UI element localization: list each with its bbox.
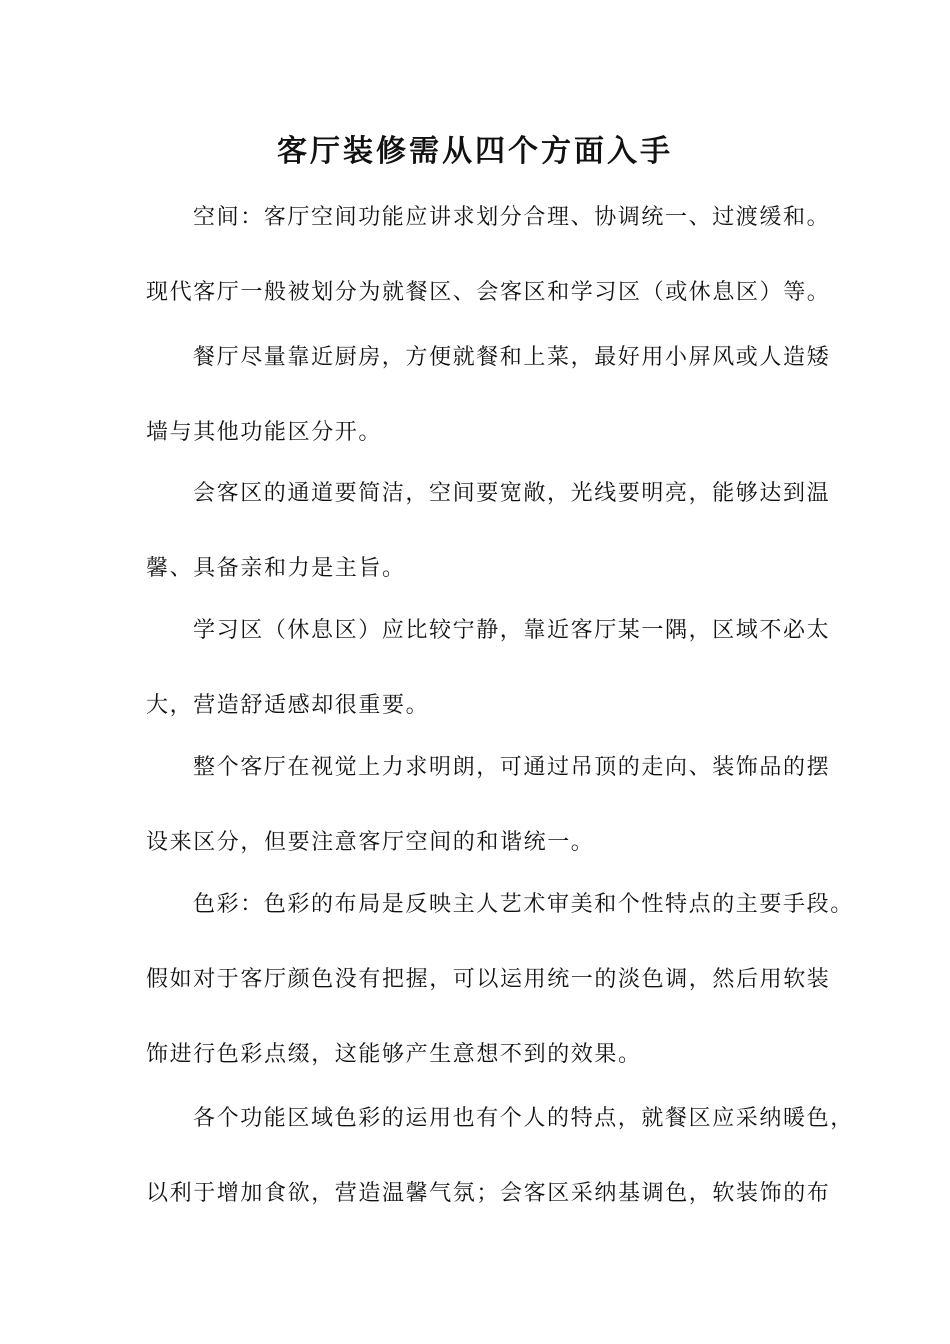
paragraph-line: 假如对于客厅颜色没有把握，可以运用统一的淡色调，然后用软装 — [146, 967, 831, 992]
paragraph-line: 各个功能区域色彩的运用也有个人的特点，就餐区应采纳暖色， — [193, 1106, 854, 1131]
paragraph-line: 空间：客厅空间功能应讲求划分合理、协调统一、过渡缓和。 — [193, 205, 831, 230]
paragraph-line: 会客区的通道要简洁，空间要宽敞，光线要明亮，能够达到温 — [193, 481, 831, 506]
paragraph-line: 饰进行色彩点缀，这能够产生意想不到的效果。 — [146, 1042, 642, 1067]
document-title: 客厅装修需从四个方面入手 — [277, 134, 673, 169]
paragraph-line: 学习区（休息区）应比较宁静，靠近客厅某一隅，区域不必太 — [193, 618, 831, 643]
paragraph-line: 墙与其他功能区分开。 — [146, 420, 383, 445]
paragraph-line: 大，营造舒适感却很重要。 — [146, 693, 430, 718]
paragraph-line: 色彩：色彩的布局是反映主人艺术审美和个性特点的主要手段。 — [193, 892, 854, 917]
paragraph-line: 现代客厅一般被划分为就餐区、会客区和学习区（或休息区）等。 — [146, 280, 831, 305]
paragraph-line: 以利于增加食欲，营造温馨气氛；会客区采纳基调色，软装饰的布 — [146, 1181, 831, 1206]
paragraph-line: 馨、具备亲和力是主旨。 — [146, 556, 406, 581]
paragraph-line: 设来区分，但要注意客厅空间的和谐统一。 — [146, 830, 595, 855]
paragraph-line: 餐厅尽量靠近厨房，方便就餐和上菜，最好用小屏风或人造矮 — [193, 345, 831, 370]
paragraph-line: 整个客厅在视觉上力求明朗，可通过吊顶的走向、装饰品的摆 — [193, 755, 831, 780]
